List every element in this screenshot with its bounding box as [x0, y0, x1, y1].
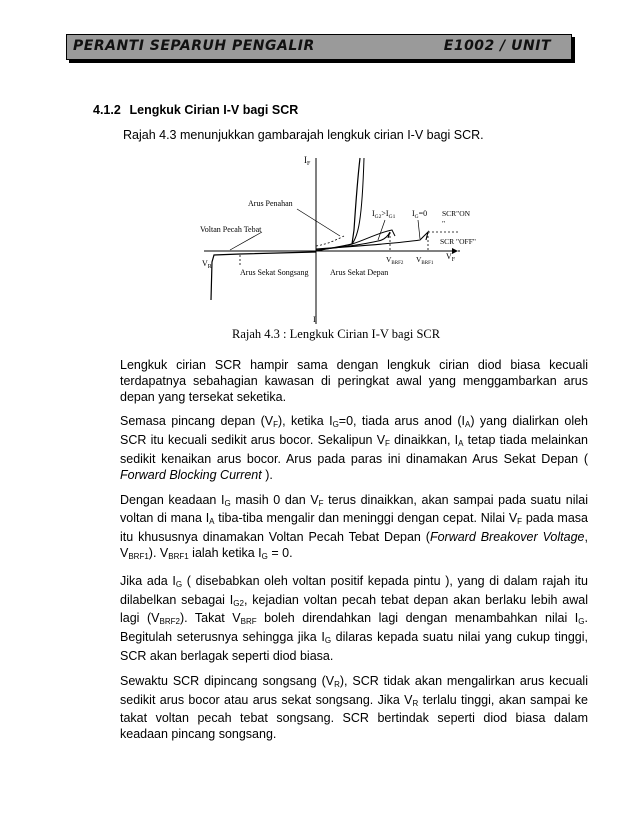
header-title: PERANTI SEPARUH PENGALIR	[73, 38, 315, 54]
holding-current-label: Arus Penahan	[248, 199, 293, 208]
holding-dashed-curve	[316, 236, 344, 246]
paragraph-2: Semasa pincang depan $(V_F)$, ketika $I_G=0$, tiada arus anod $(I_A)$ yang dialirkan oleh SCR itu kecuali sedikit arus bocor. Sekalipun $V_F$ dinaikkan, $I_A$ tetap tiada melainkan sedikit kenaikan arus bocor. Arus pada paras ini dinamakan Arus Sekat Depan ( Forward Blocking Current ).	[120, 414, 588, 482]
scr-on-label-quote: "	[442, 219, 446, 228]
ig2-pointer	[378, 220, 385, 240]
vr-axis-label: $V_R$	[202, 259, 212, 270]
page-header	[66, 34, 572, 60]
forward-blocking-label: Arus Sekat Depan	[330, 268, 389, 277]
vbrf2-label: $V_{BRF2}$	[386, 255, 404, 266]
section-number: 4.1.2	[93, 103, 121, 117]
vf-arrow-icon	[452, 248, 458, 254]
scr-on-label: SCR"ON	[442, 209, 471, 218]
intro-sentence: Rajah 4.3 menunjukkan gambarajah lengkuk cirian I-V bagi SCR.	[123, 128, 484, 142]
ig2-label: $I_{G2}>I_{G1}$	[372, 209, 396, 220]
body-text	[120, 358, 588, 752]
ig0-label: $I_G=0$	[412, 209, 428, 220]
reverse-break-pointer	[230, 232, 262, 250]
section-heading	[93, 103, 298, 117]
paragraph-1: Lengkuk cirian SCR hampir sama dengan lengkuk cirian diod biasa kecuali terdapatnya sebahagian kawasan di peringkat awal yang menggambarkan arus depan yang tersekat seketika.	[120, 358, 588, 404]
paragraph-4: Jika ada $I_G$ ( disebabkan oleh voltan positif kepada pintu ), yang di dalam rajah itu dilabelkan sebagai $I_{G2}$, kejadian voltan pecah tebat depan akan berlaku lebih awal lagi $(V_{BRF2})$. Takat $V_{BRF}$ boleh direndahkan lagi dengan menambahkan nilai $I_G$. Begitulah seterusnya sehingga jika $I_G$ dilaras kepada suatu nilai yang cukup tinggi, SCR akan berlagak seperti diod biasa.	[120, 573, 588, 663]
vbrf1-label: $V_{BRF1}$	[416, 255, 434, 266]
if-axis-label: $I_F$	[304, 155, 311, 167]
ig0-pointer	[418, 220, 420, 239]
section-title: Lengkuk Cirian I-V bagi SCR	[129, 103, 299, 117]
forward-on-curve	[316, 158, 360, 251]
header-unit: E1002 / UNIT	[443, 38, 551, 54]
paragraph-3: Dengan keadaan $I_G$ masih 0 dan $V_F$ terus dinaikkan, akan sampai pada suatu nilai voltan di mana $I_A$ tiba-tiba mengalir dan meninggi dengan cepat. Nilai $V_F$ pada masa itu khususnya dinamakan Voltan Pecah Tebat Depan (Forward Breakover Voltage, $V_{BRF1}$). $V_{BRF1}$ ialah ketika $I_G = 0$.	[120, 492, 588, 561]
reverse-breakdown-label: Voltan Pecah Tebat	[200, 225, 262, 234]
paragraph-5: Sewaktu SCR dipincang songsang $(V_R)$, SCR tidak akan mengalirkan arus kecuali sedikit arus bocor atau arus sekat songsang. Jika $V_R$ terlalu tinggi, akan sampai ke takat voltan pecah tebat songsang. SCR bertindak seperti diod biasa dalam keadaan pincang songsang.	[120, 673, 588, 742]
ir-axis-label: I	[313, 315, 316, 324]
scr-off-label: SCR "OFF"	[440, 237, 476, 246]
holding-pointer	[297, 209, 340, 236]
vf-axis-label: $V_F$	[446, 252, 456, 263]
scr-iv-diagram	[190, 152, 480, 330]
ig0-curve	[316, 232, 428, 249]
reverse-leakage-label: Arus Sekat Songsang	[240, 268, 309, 277]
figure-caption: Rajah 4.3 : Lengkuk Cirian I-V bagi SCR	[232, 327, 441, 341]
